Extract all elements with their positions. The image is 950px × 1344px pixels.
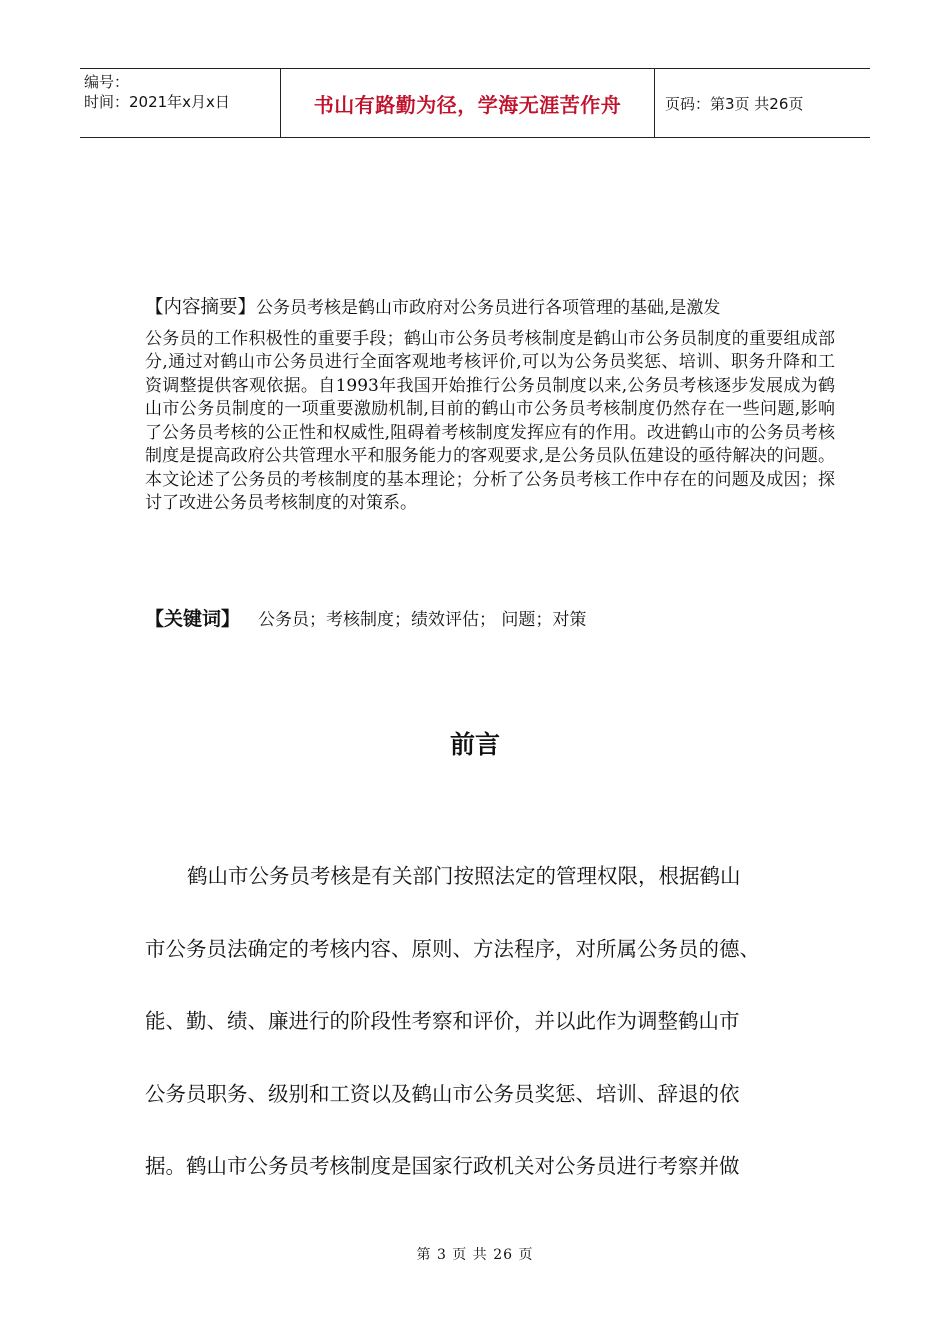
keywords-section <box>145 604 835 635</box>
abstract-label: 【内容摘要】 <box>145 297 257 318</box>
document-number-label: 编号： <box>84 73 130 91</box>
keywords-text: 公务员；考核制度；绩效评估； 问题；对策 <box>258 610 587 630</box>
document-date-label: 时间：2021年x月x日 <box>84 93 230 111</box>
header-motto: 书山有路勤为径，学海无涯苦作舟 <box>313 92 622 117</box>
abstract-body: 公务员的工作积极性的重要手段；鹤山市公务员考核制度是鹤山市公务员制度的重要组成部分,通过对鹤山市公务员进行全面客观地考核评价,可以为公务员奖惩、培训、职务升降和工资调整提供客观依据。自1993年我国开始推行公务员制度以来,公务员考核逐步发展成为鹤山市公务员制度的一项重要激励机制,目前的鹤山市公务员考核制度仍然存在一些问题,影响了公务员考核的公正性和权威性,阻碍着考核制度发挥应有的作用。改进鹤山市的公务员考核制度是提高政府公共管理水平和服务能力的客观要求,是公务员队伍建设的亟待解决的问题。本文论述了公务员的考核制度的基本理论；分析了公务员考核工作中存在的问题及成因；探讨了改进公务员考核制度的对策系。 <box>145 328 835 513</box>
header-page-cell <box>655 69 870 137</box>
header-meta-cell <box>80 69 281 137</box>
section-title: 前言 <box>449 730 500 759</box>
header-page-label: 页码：第3页 共26页 <box>665 94 804 113</box>
body-line: 鹤山市公务员考核是有关部门按照法定的管理权限，根据鹤山 <box>187 864 741 888</box>
page-header <box>80 68 870 138</box>
body-line: 据。鹤山市公务员考核制度是国家行政机关对公务员进行考察并做 <box>145 1154 740 1178</box>
body-line: 能、勤、绩、廉进行的阶段性考察和评价，并以此作为调整鹤山市 <box>145 1009 740 1033</box>
abstract-first-line <box>145 296 835 321</box>
keywords-label: 【关键词】 <box>145 608 241 630</box>
header-motto-cell <box>281 69 655 137</box>
body-line: 市公务员法确定的考核内容、原则、方法程序，对所属公务员的德、 <box>145 936 760 961</box>
page-footer: 第 3 页 共 26 页 <box>416 1247 534 1263</box>
body-line: 公务员职务、级别和工资以及鹤山市公务员奖惩、培训、辞退的依 <box>145 1081 740 1106</box>
abstract-section <box>145 296 835 516</box>
body-paragraph <box>145 840 820 1203</box>
abstract-lead: 公务员考核是鹤山市政府对公务员进行各项管理的基础,是激发 <box>256 298 721 318</box>
